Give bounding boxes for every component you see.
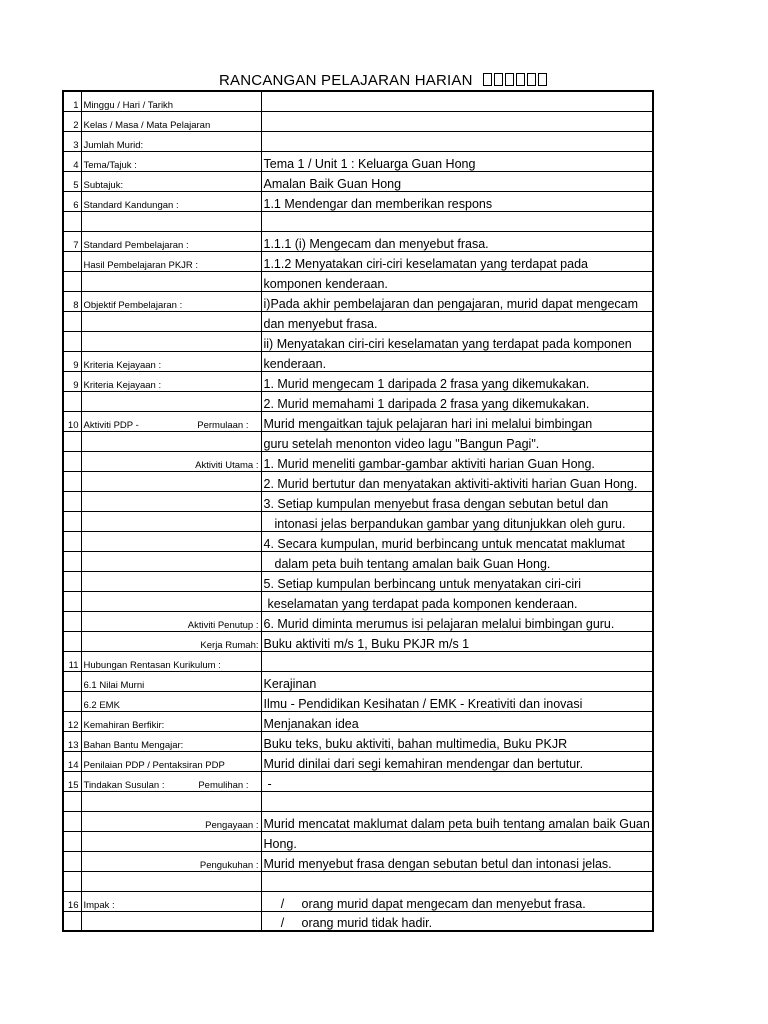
row-value bbox=[261, 211, 653, 231]
row-value: kenderaan. bbox=[261, 351, 653, 371]
row-number bbox=[63, 671, 81, 691]
row-number bbox=[63, 631, 81, 651]
table-row bbox=[63, 631, 653, 651]
row-label bbox=[81, 391, 261, 411]
row-label bbox=[81, 331, 261, 351]
table-row bbox=[63, 691, 653, 711]
row-number: 9 bbox=[63, 371, 81, 391]
row-value: 1.1.2 Menyatakan ciri-ciri keselamatan yang terdapat pada bbox=[261, 251, 653, 271]
table-row bbox=[63, 271, 653, 291]
table-row bbox=[63, 471, 653, 491]
row-value: Murid menyebut frasa dengan sebutan betul dan intonasi jelas. bbox=[261, 851, 653, 871]
row-number bbox=[63, 391, 81, 411]
row-value: Kerajinan bbox=[261, 671, 653, 691]
row-value bbox=[261, 791, 653, 811]
row-label: Pengukuhan : bbox=[81, 851, 261, 871]
row-value bbox=[261, 111, 653, 131]
row-label: Kriteria Kejayaan : bbox=[81, 351, 261, 371]
row-number bbox=[63, 571, 81, 591]
row-value: 2. Murid memahami 1 daripada 2 frasa yang dikemukakan. bbox=[261, 391, 653, 411]
row-number bbox=[63, 211, 81, 231]
row-value: 2. Murid bertutur dan menyatakan aktiviti-aktiviti harian Guan Hong. bbox=[261, 471, 653, 491]
row-value: 1. Murid meneliti gambar-gambar aktiviti harian Guan Hong. bbox=[261, 451, 653, 471]
row-number bbox=[63, 311, 81, 331]
row-label bbox=[81, 551, 261, 571]
row-label: Kelas / Masa / Mata Pelajaran bbox=[81, 111, 261, 131]
missing-glyph-box bbox=[483, 73, 492, 86]
table-row bbox=[63, 731, 653, 751]
row-number: 10 bbox=[63, 411, 81, 431]
row-number bbox=[63, 331, 81, 351]
table-row bbox=[63, 771, 653, 791]
row-value: 4. Secara kumpulan, murid berbincang untuk mencatat maklumat bbox=[261, 531, 653, 551]
row-number bbox=[63, 431, 81, 451]
row-label-main: Aktiviti PDP - bbox=[83, 419, 139, 431]
row-label: Jumlah Murid: bbox=[81, 131, 261, 151]
table-row bbox=[63, 791, 653, 811]
row-label bbox=[81, 471, 261, 491]
row-number: 4 bbox=[63, 151, 81, 171]
row-number: 3 bbox=[63, 131, 81, 151]
row-number bbox=[63, 851, 81, 871]
row-value: Menjanakan idea bbox=[261, 711, 653, 731]
row-number: 6 bbox=[63, 191, 81, 211]
row-value: intonasi jelas berpandukan gambar yang ditunjukkan oleh guru. bbox=[261, 511, 653, 531]
table-row bbox=[63, 151, 653, 171]
row-label: Aktiviti Penutup : bbox=[81, 611, 261, 631]
table-row bbox=[63, 531, 653, 551]
row-number: 14 bbox=[63, 751, 81, 771]
table-row bbox=[63, 171, 653, 191]
missing-glyph-box bbox=[527, 73, 536, 86]
row-label: Kriteria Kejayaan : bbox=[81, 371, 261, 391]
row-label-sub: Pemulihan : bbox=[198, 779, 249, 791]
table-row bbox=[63, 451, 653, 471]
row-number: 11 bbox=[63, 651, 81, 671]
row-label: Minggu / Hari / Tarikh bbox=[81, 91, 261, 111]
table-row bbox=[63, 411, 653, 431]
row-number: 2 bbox=[63, 111, 81, 131]
table-row bbox=[63, 431, 653, 451]
table-row bbox=[63, 231, 653, 251]
row-number bbox=[63, 251, 81, 271]
row-value: Amalan Baik Guan Hong bbox=[261, 171, 653, 191]
impact-text: orang murid tidak hadir. bbox=[301, 916, 433, 930]
table-row bbox=[63, 91, 653, 111]
row-number bbox=[63, 491, 81, 511]
table-row bbox=[63, 551, 653, 571]
row-number: 5 bbox=[63, 171, 81, 191]
table-row bbox=[63, 611, 653, 631]
row-value: dalam peta buih tentang amalan baik Guan Hong. bbox=[261, 551, 653, 571]
row-label bbox=[81, 871, 261, 891]
table-row bbox=[63, 331, 653, 351]
row-label: 6.1 Nilai Murni bbox=[81, 671, 261, 691]
row-value: 6. Murid diminta merumus isi pelajaran melalui bimbingan guru. bbox=[261, 611, 653, 631]
row-value bbox=[261, 871, 653, 891]
row-label bbox=[81, 571, 261, 591]
slash-mark: / bbox=[280, 896, 285, 911]
row-label bbox=[81, 271, 261, 291]
table-row bbox=[63, 671, 653, 691]
row-value: 1.1 Mendengar dan memberikan respons bbox=[261, 191, 653, 211]
table-row bbox=[63, 891, 653, 911]
row-number bbox=[63, 831, 81, 851]
row-value: 3. Setiap kumpulan menyebut frasa dengan sebutan betul dan bbox=[261, 491, 653, 511]
row-value: komponen kenderaan. bbox=[261, 271, 653, 291]
missing-glyph-box bbox=[516, 73, 525, 86]
row-number: 16 bbox=[63, 891, 81, 911]
row-label: Hasil Pembelajaran PKJR : bbox=[81, 251, 261, 271]
row-value: ii) Menyatakan ciri-ciri keselamatan yang terdapat pada komponen bbox=[261, 331, 653, 351]
row-value: Hong. bbox=[261, 831, 653, 851]
table-row bbox=[63, 191, 653, 211]
row-number bbox=[63, 591, 81, 611]
title-missing-glyphs bbox=[483, 72, 549, 89]
impact-text: orang murid dapat mengecam dan menyebut frasa. bbox=[301, 896, 586, 911]
row-label: Bahan Bantu Mengajar: bbox=[81, 731, 261, 751]
row-value: Buku teks, buku aktiviti, bahan multimedia, Buku PKJR bbox=[261, 731, 653, 751]
row-value: - bbox=[261, 771, 653, 791]
row-label bbox=[81, 211, 261, 231]
row-label bbox=[81, 591, 261, 611]
row-number bbox=[63, 271, 81, 291]
row-label bbox=[81, 431, 261, 451]
row-number bbox=[63, 511, 81, 531]
row-number bbox=[63, 791, 81, 811]
row-number: 13 bbox=[63, 731, 81, 751]
row-value bbox=[261, 891, 653, 911]
row-value: keselamatan yang terdapat pada komponen kenderaan. bbox=[261, 591, 653, 611]
row-value: 1.1.1 (i) Mengecam dan menyebut frasa. bbox=[261, 231, 653, 251]
table-row bbox=[63, 751, 653, 771]
row-value bbox=[261, 91, 653, 111]
table-row bbox=[63, 111, 653, 131]
table-row bbox=[63, 811, 653, 831]
row-label bbox=[81, 311, 261, 331]
row-value: Murid dinilai dari segi kemahiran mendengar dan bertutur. bbox=[261, 751, 653, 771]
lesson-plan-table bbox=[62, 90, 654, 932]
table-row bbox=[63, 711, 653, 731]
row-label: Subtajuk: bbox=[81, 171, 261, 191]
row-number: 1 bbox=[63, 91, 81, 111]
missing-glyph-box bbox=[505, 73, 514, 86]
table-row bbox=[63, 371, 653, 391]
table-row bbox=[63, 651, 653, 671]
row-label: Standard Kandungan : bbox=[81, 191, 261, 211]
table-row bbox=[63, 251, 653, 271]
row-label-sub: Permulaan : bbox=[197, 419, 249, 431]
row-label bbox=[81, 911, 261, 931]
row-label bbox=[81, 511, 261, 531]
row-label bbox=[81, 831, 261, 851]
table-row bbox=[63, 491, 653, 511]
row-value bbox=[261, 911, 653, 931]
table-row bbox=[63, 871, 653, 891]
row-label: Impak : bbox=[81, 891, 261, 911]
row-number bbox=[63, 611, 81, 631]
table-row bbox=[63, 591, 653, 611]
row-value bbox=[261, 651, 653, 671]
table-row bbox=[63, 571, 653, 591]
row-value: Tema 1 / Unit 1 : Keluarga Guan Hong bbox=[261, 151, 653, 171]
row-value: Murid mengaitkan tajuk pelajaran hari ini melalui bimbingan bbox=[261, 411, 653, 431]
row-number bbox=[63, 811, 81, 831]
row-label: Penilaian PDP / Pentaksiran PDP bbox=[81, 751, 261, 771]
row-number: 12 bbox=[63, 711, 81, 731]
row-label: Pengayaan : bbox=[81, 811, 261, 831]
row-value: Buku aktiviti m/s 1, Buku PKJR m/s 1 bbox=[261, 631, 653, 651]
row-number bbox=[63, 871, 81, 891]
table-row bbox=[63, 291, 653, 311]
title-text: RANCANGAN PELAJARAN HARIAN bbox=[219, 72, 473, 89]
table-row bbox=[63, 511, 653, 531]
row-number: 15 bbox=[63, 771, 81, 791]
row-number: 9 bbox=[63, 351, 81, 371]
row-label: Kemahiran Berfikir: bbox=[81, 711, 261, 731]
row-number: 7 bbox=[63, 231, 81, 251]
row-label bbox=[81, 411, 261, 431]
row-value: 1. Murid mengecam 1 daripada 2 frasa yang dikemukakan. bbox=[261, 371, 653, 391]
row-value bbox=[261, 131, 653, 151]
table-row bbox=[63, 131, 653, 151]
table-row bbox=[63, 211, 653, 231]
row-number bbox=[63, 911, 81, 931]
row-number: 8 bbox=[63, 291, 81, 311]
row-value: i)Pada akhir pembelajaran dan pengajaran, murid dapat mengecam bbox=[261, 291, 653, 311]
row-value: Ilmu - Pendidikan Kesihatan / EMK - Kreativiti dan inovasi bbox=[261, 691, 653, 711]
row-number bbox=[63, 471, 81, 491]
row-label: Standard Pembelajaran : bbox=[81, 231, 261, 251]
row-number bbox=[63, 691, 81, 711]
row-label: Kerja Rumah: bbox=[81, 631, 261, 651]
page-title bbox=[0, 72, 768, 89]
row-value: Murid mencatat maklumat dalam peta buih tentang amalan baik Guan bbox=[261, 811, 653, 831]
row-label-main: Tindakan Susulan : bbox=[83, 779, 165, 791]
row-label: Objektif Pembelajaran : bbox=[81, 291, 261, 311]
row-number bbox=[63, 531, 81, 551]
row-label bbox=[81, 791, 261, 811]
row-number bbox=[63, 551, 81, 571]
slash-mark: / bbox=[280, 916, 285, 930]
row-label: 6.2 EMK bbox=[81, 691, 261, 711]
table-row bbox=[63, 311, 653, 331]
table-row bbox=[63, 391, 653, 411]
row-label bbox=[81, 771, 261, 791]
table-row bbox=[63, 851, 653, 871]
row-value: guru setelah menonton video lagu "Bangun Pagi". bbox=[261, 431, 653, 451]
table-row bbox=[63, 351, 653, 371]
row-value: 5. Setiap kumpulan berbincang untuk menyatakan ciri-ciri bbox=[261, 571, 653, 591]
missing-glyph-box bbox=[494, 73, 503, 86]
table-row bbox=[63, 911, 653, 931]
row-label: Aktiviti Utama : bbox=[81, 451, 261, 471]
missing-glyph-box bbox=[538, 73, 547, 86]
row-label bbox=[81, 531, 261, 551]
row-label: Tema/Tajuk : bbox=[81, 151, 261, 171]
row-number bbox=[63, 451, 81, 471]
table-row bbox=[63, 831, 653, 851]
row-label: Hubungan Rentasan Kurikulum : bbox=[81, 651, 261, 671]
row-value: dan menyebut frasa. bbox=[261, 311, 653, 331]
row-label bbox=[81, 491, 261, 511]
